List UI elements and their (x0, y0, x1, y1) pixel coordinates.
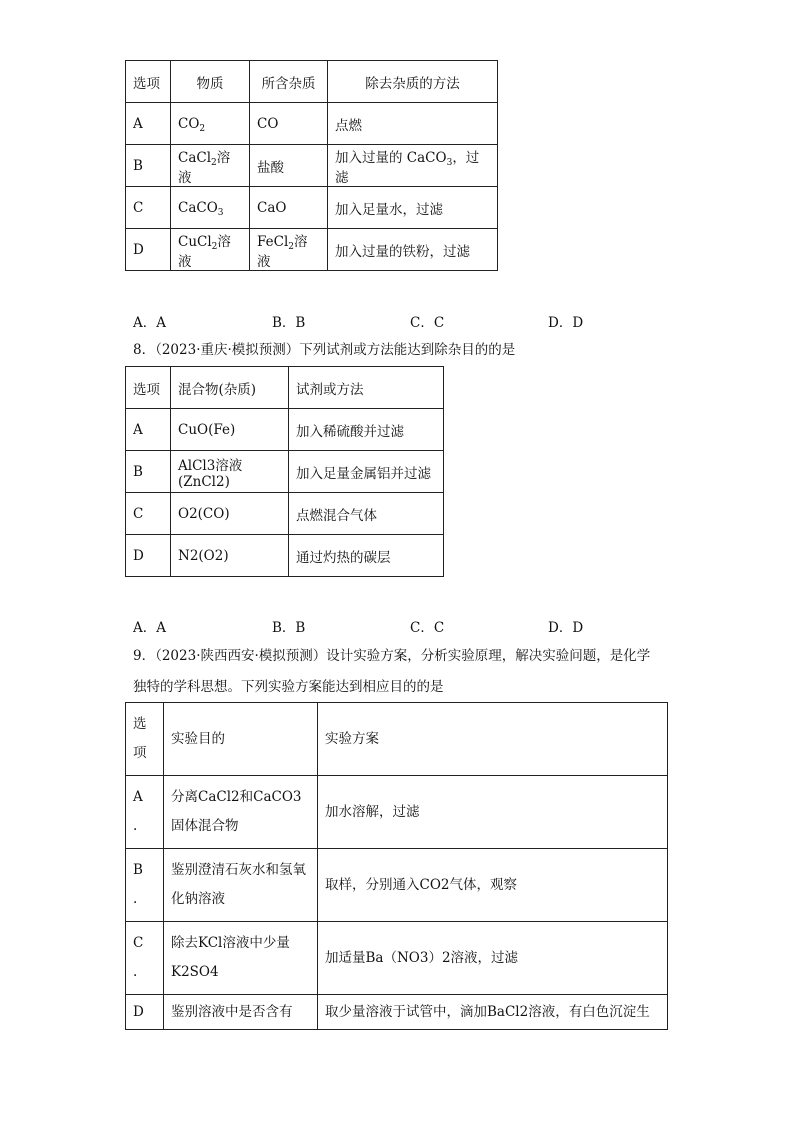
option-cell: C . (126, 922, 164, 995)
purpose-cell: 鉴别溶液中是否含有 (164, 995, 318, 1030)
table-row (126, 409, 444, 451)
plan-cell: 取少量溶液于试管中，滴加BaCl2溶液，有白色沉淀生 (318, 995, 668, 1030)
header-cell: 试剂或方法 (289, 367, 444, 409)
impurity-cell: FeCl$_2$溶液 (250, 229, 328, 271)
stem-line: 9．（2023·陕西西安·模拟预测）设计实验方案，分析实验原理，解决实验问题，是化学 (133, 648, 651, 664)
purpose-cell: 鉴别澄清石灰水和氢氧化钠溶液 (164, 849, 318, 922)
table-row (126, 103, 498, 145)
q9-table (125, 702, 668, 1030)
method-cell: 点燃 (328, 103, 498, 145)
choice-c[interactable]: C．C (410, 315, 445, 331)
substance-cell: CuCl$_2$溶液 (171, 229, 250, 271)
option-cell: B . (126, 849, 164, 922)
purpose-cell: 除去KCl溶液中少量K2SO4 (164, 922, 318, 995)
option-cell: B (126, 145, 171, 187)
question-9-stem (133, 641, 673, 703)
table-row (126, 776, 668, 849)
method-cell: 点燃混合气体 (289, 493, 444, 535)
header-cell: 实验目的 (164, 703, 318, 776)
mixture-cell: N2(O2) (171, 535, 289, 577)
method-cell: 加入过量的 CaCO$_3$，过滤 (328, 145, 498, 187)
header-cell: 除去杂质的方法 (328, 61, 498, 103)
option-cell: A (126, 103, 171, 145)
method-cell: 加入足量水，过滤 (328, 187, 498, 229)
header-cell: 选 项 (126, 703, 164, 776)
choice-d[interactable]: D．D (548, 315, 584, 331)
plan-cell: 加水溶解，过滤 (318, 776, 668, 849)
table-row (126, 145, 498, 187)
mixture-cell: CuO(Fe) (171, 409, 289, 451)
impurity-cell: CaO (250, 187, 328, 229)
method-cell: 加入稀硫酸并过滤 (289, 409, 444, 451)
table-row (126, 493, 444, 535)
option-cell: C (126, 493, 171, 535)
option-cell: A . (126, 776, 164, 849)
choice-d[interactable]: D．D (548, 620, 584, 636)
plan-cell: 加适量Ba（NO3）2溶液，过滤 (318, 922, 668, 995)
header-cell: 物质 (171, 61, 250, 103)
choice-c[interactable]: C．C (410, 620, 445, 636)
stem-line: 独特的学科思想。下列实验方案能达到相应目的的是 (133, 679, 444, 695)
impurity-table (125, 60, 498, 271)
table-row (126, 995, 668, 1030)
impurity-cell: 盐酸 (250, 145, 328, 187)
choice-a[interactable]: A．A (133, 620, 166, 636)
answer-choices (133, 616, 653, 636)
substance-cell: $CO_2$ (171, 103, 250, 145)
method-cell: 通过灼热的碳层 (289, 535, 444, 577)
option-cell: D (126, 995, 164, 1030)
impurity-cell: CO (250, 103, 328, 145)
table-header-row (126, 367, 444, 409)
purpose-cell: 分离CaCl2和CaCO3固体混合物 (164, 776, 318, 849)
table-header-row (126, 703, 668, 776)
header-cell: 选项 (126, 61, 171, 103)
question-8-stem: 8．（2023·重庆·模拟预测）下列试剂或方法能达到除杂目的的是 (133, 342, 516, 358)
mixture-cell: O2(CO) (171, 493, 289, 535)
header-cell: 所含杂质 (250, 61, 328, 103)
answer-choices (133, 311, 653, 331)
header-cell: 实验方案 (318, 703, 668, 776)
option-cell: C (126, 187, 171, 229)
option-cell: B (126, 451, 171, 493)
header-cell: 混合物(杂质) (171, 367, 289, 409)
option-cell: A (126, 409, 171, 451)
header-cell: 选项 (126, 367, 171, 409)
method-cell: 加入过量的铁粉，过滤 (328, 229, 498, 271)
option-cell: D (126, 535, 171, 577)
choice-b[interactable]: B．B (272, 620, 306, 636)
method-cell: 加入足量金属铝并过滤 (289, 451, 444, 493)
table-row (126, 849, 668, 922)
mixture-cell: AlCl3溶液(ZnCl2) (171, 451, 289, 493)
table-row (126, 187, 498, 229)
substance-cell: CaCO$_3$ (171, 187, 250, 229)
choice-b[interactable]: B．B (272, 315, 306, 331)
plan-cell: 取样，分别通入CO2气体，观察 (318, 849, 668, 922)
table-row (126, 922, 668, 995)
choice-a[interactable]: A．A (133, 315, 166, 331)
table-row (126, 451, 444, 493)
table-row (126, 535, 444, 577)
substance-cell: CaCl$_2$溶液 (171, 145, 250, 187)
table-header-row (126, 61, 498, 103)
q8-table (125, 366, 444, 577)
option-cell: D (126, 229, 171, 271)
table-row (126, 229, 498, 271)
